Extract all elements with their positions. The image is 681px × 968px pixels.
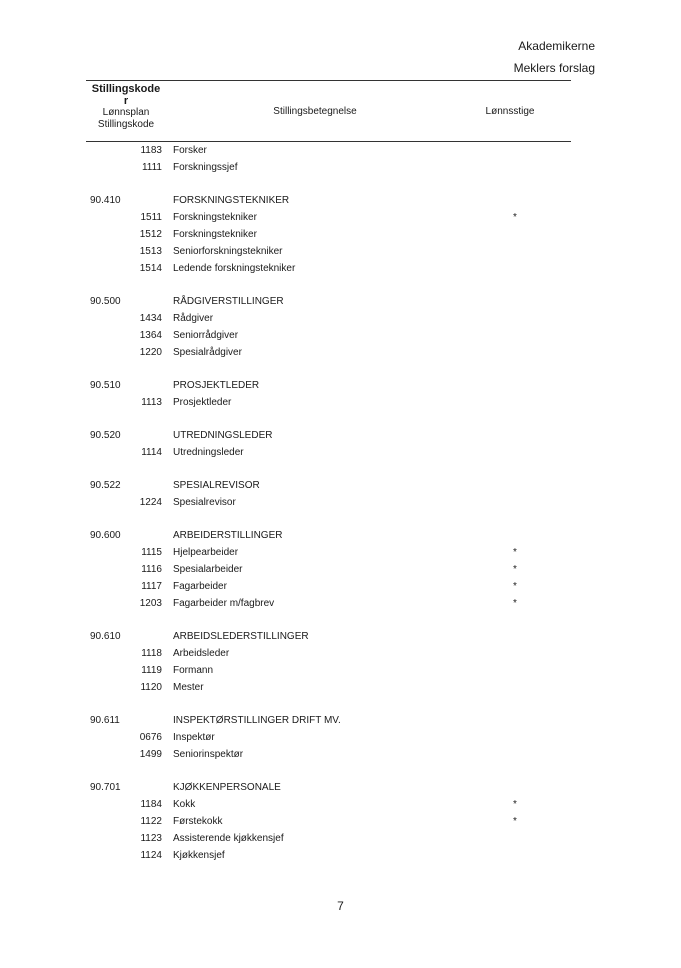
- position-code: 1512: [139, 229, 162, 240]
- group-spacer: [0, 763, 681, 779]
- position-title: Hjelpearbeider: [173, 547, 239, 558]
- column-header-code-line1: Stillingskode: [91, 83, 161, 95]
- position-title: Spesialrevisor: [173, 497, 236, 508]
- table-row: [0, 226, 681, 243]
- position-title: Seniorrådgiver: [173, 330, 239, 341]
- group-plan-code: 90.520: [90, 430, 121, 441]
- group-plan-code: 90.522: [90, 480, 121, 491]
- salary-scale-marker: *: [513, 799, 517, 810]
- group-plan-code: 90.701: [90, 782, 121, 793]
- position-title: Fagarbeider m/fagbrev: [173, 598, 275, 609]
- position-title: Seniorforskningstekniker: [173, 246, 283, 257]
- group-plan-code: 90.611: [90, 715, 120, 726]
- table-row: [0, 444, 681, 461]
- position-title: Førstekokk: [173, 816, 223, 827]
- group-spacer: [0, 176, 681, 192]
- position-title: Spesialrådgiver: [173, 347, 242, 358]
- group-plan-code: 90.600: [90, 530, 121, 541]
- position-code: 1111: [141, 162, 162, 173]
- group-name: RÅDGIVERSTILLINGER: [173, 296, 284, 307]
- position-title: Arbeidsleder: [173, 648, 230, 659]
- position-code: 1514: [139, 263, 162, 274]
- group-name: UTREDNINGSLEDER: [173, 430, 273, 441]
- group-header-row: [0, 779, 681, 796]
- position-title: Utredningsleder: [173, 447, 244, 458]
- table-row: [0, 327, 681, 344]
- table-row: [0, 394, 681, 411]
- column-header-code-line4: Stillingskode: [97, 119, 155, 130]
- salary-scale-marker: *: [513, 212, 517, 223]
- position-code: 1120: [140, 682, 162, 693]
- group-spacer: [0, 612, 681, 628]
- column-header-code-line2: r: [123, 95, 129, 107]
- salary-scale-marker: *: [513, 581, 517, 592]
- position-code: 1499: [139, 749, 162, 760]
- position-code: 1203: [139, 598, 162, 609]
- position-title: Kjøkkensjef: [173, 850, 225, 861]
- group-name: INSPEKTØRSTILLINGER DRIFT MV.: [173, 715, 341, 726]
- position-code: 1115: [141, 547, 162, 558]
- position-title: Mester: [173, 682, 204, 693]
- position-code: 1511: [140, 212, 162, 223]
- group-spacer: [0, 461, 681, 477]
- top-rule: [86, 80, 571, 81]
- position-title: Kokk: [173, 799, 196, 810]
- position-title: Inspektør: [173, 732, 215, 743]
- position-title: Formann: [173, 665, 214, 676]
- position-code: 1184: [140, 799, 162, 810]
- position-code: 1114: [141, 447, 162, 458]
- table-row: [0, 310, 681, 327]
- table-row: [0, 344, 681, 361]
- group-plan-code: 90.610: [90, 631, 121, 642]
- salary-scale-marker: *: [513, 598, 517, 609]
- group-spacer: [0, 361, 681, 377]
- group-header-row: [0, 192, 681, 209]
- salary-scale-marker: *: [513, 564, 517, 575]
- table-row: [0, 746, 681, 763]
- position-title: Assisterende kjøkkensjef: [173, 833, 284, 844]
- position-code: 1220: [139, 347, 162, 358]
- table-row: [0, 595, 681, 612]
- group-name: PROSJEKTLEDER: [173, 380, 260, 391]
- group-plan-code: 90.410: [90, 195, 121, 206]
- position-title: Forskningssjef: [173, 162, 238, 173]
- position-code: 1124: [140, 850, 162, 861]
- position-code: 1123: [140, 833, 162, 844]
- table-row: [0, 645, 681, 662]
- page-number: 7: [337, 899, 344, 913]
- document-subtitle: Meklers forslag: [513, 61, 595, 75]
- position-code: 1117: [141, 581, 162, 592]
- table-row: [0, 729, 681, 746]
- position-code: 1119: [141, 665, 162, 676]
- column-header-code: [88, 83, 164, 131]
- position-code: 1116: [141, 564, 162, 575]
- table-row: [0, 142, 681, 159]
- table-row: [0, 260, 681, 277]
- position-title: Spesialarbeider: [173, 564, 243, 575]
- group-name: ARBEIDSLEDERSTILLINGER: [173, 631, 309, 642]
- table-row: [0, 813, 681, 830]
- position-code: 1183: [140, 145, 162, 156]
- table-row: [0, 830, 681, 847]
- organization-name: Akademikerne: [518, 39, 595, 53]
- group-name: SPESIALREVISOR: [173, 480, 260, 491]
- table-row: [0, 796, 681, 813]
- salary-scale-marker: *: [513, 816, 517, 827]
- group-name: KJØKKENPERSONALE: [173, 782, 281, 793]
- table-row: [0, 243, 681, 260]
- group-header-row: [0, 293, 681, 310]
- group-header-row: [0, 477, 681, 494]
- table-row: [0, 561, 681, 578]
- position-code: 1118: [141, 648, 162, 659]
- position-code: 1224: [139, 497, 162, 508]
- column-header-title: Stillingsbetegnelse: [273, 106, 357, 117]
- position-title: Prosjektleder: [173, 397, 232, 408]
- group-header-row: [0, 628, 681, 645]
- position-title: Fagarbeider: [173, 581, 227, 592]
- table-row: [0, 847, 681, 864]
- table-row: [0, 159, 681, 176]
- group-name: FORSKNINGSTEKNIKER: [173, 195, 290, 206]
- position-title: Forskningstekniker: [173, 212, 257, 223]
- table-row: [0, 544, 681, 561]
- position-code: 1513: [139, 246, 162, 257]
- position-code: 0676: [139, 732, 162, 743]
- group-spacer: [0, 411, 681, 427]
- position-title: Rådgiver: [173, 313, 214, 324]
- salary-scale-marker: *: [513, 547, 517, 558]
- position-code: 1364: [139, 330, 162, 341]
- position-code: 1113: [141, 397, 162, 408]
- group-header-row: [0, 377, 681, 394]
- position-table: [0, 142, 681, 864]
- table-row: [0, 679, 681, 696]
- position-title: Ledende forskningstekniker: [173, 263, 296, 274]
- group-name: ARBEIDERSTILLINGER: [173, 530, 283, 541]
- table-row: [0, 209, 681, 226]
- column-header-scale: Lønnsstige: [485, 106, 535, 117]
- group-spacer: [0, 511, 681, 527]
- position-code: 1434: [139, 313, 162, 324]
- group-header-row: [0, 427, 681, 444]
- group-spacer: [0, 277, 681, 293]
- group-header-row: [0, 712, 681, 729]
- table-row: [0, 578, 681, 595]
- group-spacer: [0, 696, 681, 712]
- group-header-row: [0, 527, 681, 544]
- position-title: Forsker: [173, 145, 207, 156]
- position-title: Forskningstekniker: [173, 229, 257, 240]
- position-title: Seniorinspektør: [173, 749, 244, 760]
- group-plan-code: 90.500: [90, 296, 121, 307]
- column-header-code-line3: Lønnsplan: [102, 107, 150, 118]
- table-row: [0, 662, 681, 679]
- position-code: 1122: [140, 816, 162, 827]
- table-row: [0, 494, 681, 511]
- group-plan-code: 90.510: [90, 380, 121, 391]
